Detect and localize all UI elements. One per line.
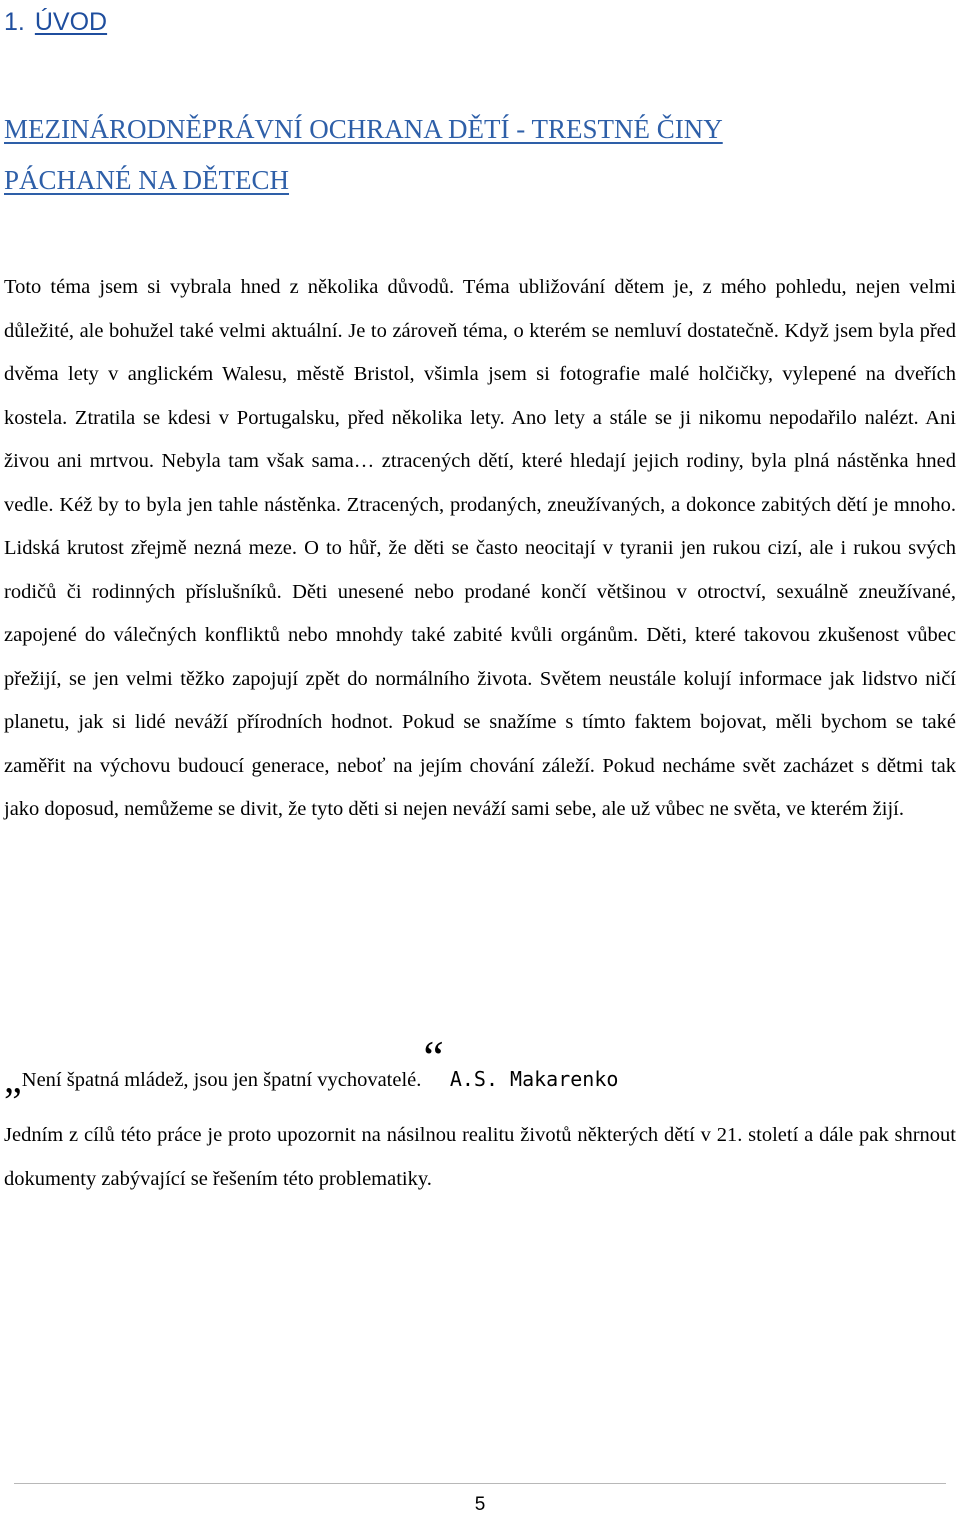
document-title xyxy=(4,104,924,206)
page-number: 5 xyxy=(474,1494,486,1515)
footer-divider xyxy=(14,1483,946,1484)
quote-open-mark: „ xyxy=(4,1056,22,1101)
quote-close-mark: “ xyxy=(423,1031,444,1082)
quote-text: Není špatná mládež, jsou jen špatní vychovatelé. xyxy=(21,1069,422,1091)
title-line-2: PÁCHANÉ NA DĚTECH xyxy=(4,165,290,195)
chapter-title-link[interactable]: ÚVOD xyxy=(34,8,108,36)
chapter-heading xyxy=(4,4,107,40)
aim-paragraph: Jedním z cílů této práce je proto upozornit na násilnou realitu životů některých dětí v 21. století a dále pak shrnout dokumenty zabývající se řešením této problematiky. xyxy=(4,1124,956,1190)
title-line-1: MEZINÁRODNĚPRÁVNÍ OCHRANA DĚTÍ - TRESTNÉ ČINY xyxy=(4,114,723,144)
intro-paragraph: Toto téma jsem si vybrala hned z několika důvodů. Téma ubližování dětem je, z mého pohledu, nejen velmi důležité, ale bohužel také velmi aktuální. Je to zároveň téma, o kterém se nemluví dostatečně. Když jsem byla před dvěma lety v anglickém Walesu, městě Bristol, všimla jsem si fotografie malé holčičky, vylepené na dveřích kostela. Ztratila se kdesi v Portugalsku, před několika lety. Ano lety a stále se ji nikomu nepodařilo nalézt. Ani živou ani mrtvou. Nebyla tam však sama… ztracených dětí, které hledají jejich rodiny, byla plná nástěnka hned vedle. Kéž by to byla jen tahle nástěnka. Ztracených, prodaných, zneužívaných, a dokonce zabitých dětí je mnoho. Lidská krutost zřejmě nezná meze. O to hůř, že děti se často neocitají v tyranii jen rukou cizí, ale i rukou svých rodičů či rodinných příslušníků. Děti unesené nebo prodané končí většinou v otroctví, sexuálně zneužívané, zapojené do válečných konfliktů nebo mnohdy také zabité kvůli orgánům. Děti, které takovou zkušenost vůbec přežijí, se jen velmi těžko zapojují zpět do normálního života. Světem neustále kolují informace jak lidstvo ničí planetu, jak si lidé neváží přírodních hodnot. Pokud se snažíme s tímto faktem bojovat, měli bychom se také zaměřit na výchovu budoucí generace, neboť na jejím chování záleží. Pokud necháme svět zacházet s dětmi tak jako doposud, nemůžeme se divit, že tyto děti si nejen neváží sami sebe, ale už vůbec ne světa, ve kterém žijí. xyxy=(4,276,956,820)
quote-author: A.S. Makarenko xyxy=(449,1067,619,1091)
quote-block xyxy=(4,1032,618,1107)
chapter-number: 1. xyxy=(4,8,25,36)
